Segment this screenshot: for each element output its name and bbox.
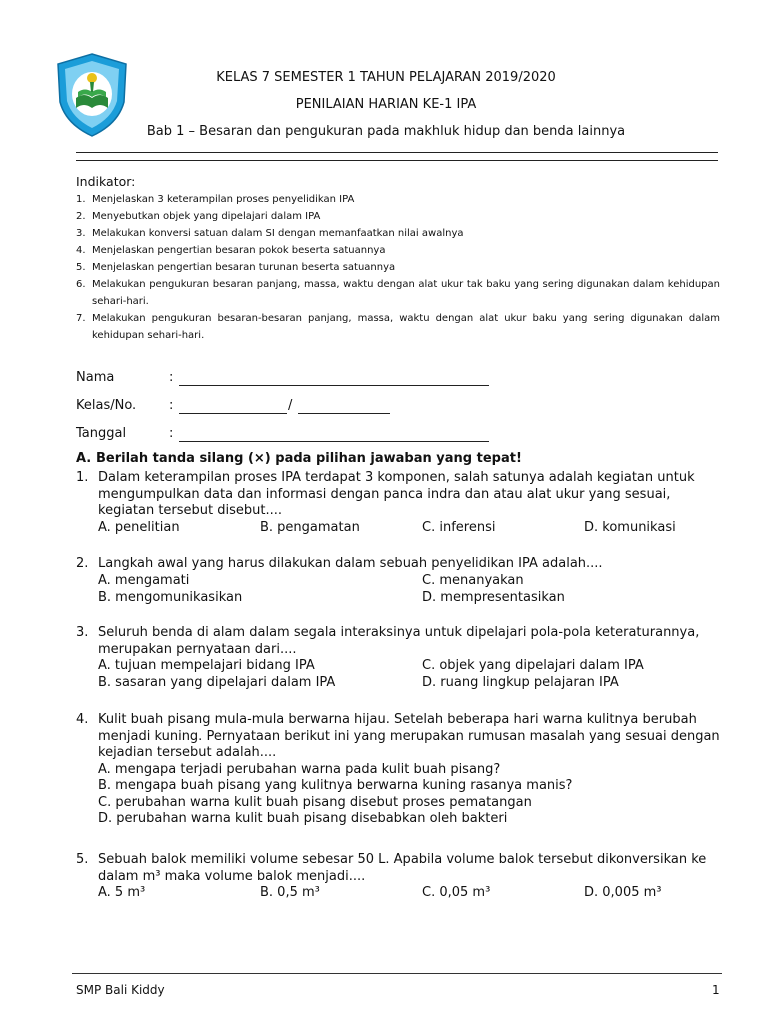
- tanggal-blank[interactable]: [179, 441, 489, 442]
- option-d[interactable]: D. 0,005 m³: [584, 885, 662, 900]
- question-text: Sebuah balok memiliki volume sebesar 50 L. Apabila volume balok tersebut dikonversikan ke dalam m³ maka volume balok menjadi....: [98, 852, 707, 884]
- question-4: 4. Kulit buah pisang mula-mula berwarna hijau. Setelah beberapa hari warna kulitnya berubah menjadi kuning. Pernyataan berikut ini yang merupakan rumusan masalah yang sesuai dengan kejadian tersebut adalah.... A. mengapa terjadi perubahan warna pada kulit buah pisang? B. mengapa buah pisang yang kulitnya berwarna kuning rasanya manis? C. perubahan warna kulit buah pisang disebut proses pematangan D. perubahan warna kulit buah pisang disebabkan oleh bakteri: [76, 712, 720, 826]
- option-b[interactable]: B. pengamatan: [260, 519, 360, 535]
- field-label: Tanggal: [76, 426, 127, 441]
- question-2: 2. Langkah awal yang harus dilakukan dalam sebuah penyelidikan IPA adalah.... A. mengamati C. menanyakan B. mengomunikasikan D. mempresentasikan: [76, 556, 720, 607]
- option-c[interactable]: C. perubahan warna kulit buah pisang disebut proses pematangan: [98, 794, 532, 810]
- options-row-2: [98, 590, 720, 607]
- question-3: 3. Seluruh benda di alam dalam segala interaksinya untuk dipelajari pola-pola keteraturannya, merupakan pernyataan dari.... A. tujuan mempelajari bidang IPA C. objek yang dipelajari dalam IPA B. sasaran yang dipelajari dalam IPA D. ruang lingkup pelajaran IPA: [76, 625, 720, 692]
- option-a[interactable]: A. tujuan mempelajari bidang IPA: [98, 658, 315, 673]
- question-text: Kulit buah pisang mula-mula berwarna hijau. Setelah beberapa hari warna kulitnya berubah menjadi kuning. Pernyataan berikut ini yang merupakan rumusan masalah yang sesuai dengan kejadian tersebut adalah....: [98, 712, 720, 760]
- list-item: 1. Menjelaskan 3 keterampilan proses penyelidikan IPA: [76, 194, 355, 205]
- options-row-2: [98, 675, 720, 692]
- options-row-1: [98, 658, 720, 675]
- indikator-list: [76, 191, 720, 344]
- option-a[interactable]: A. mengapa terjadi perubahan warna pada kulit buah pisang?: [98, 761, 501, 777]
- header-class-year: KELAS 7 SEMESTER 1 TAHUN PELAJARAN 2019/2020: [216, 70, 556, 85]
- indikator-title: Indikator:: [76, 174, 136, 189]
- options: [98, 520, 720, 537]
- nama-blank[interactable]: [179, 385, 489, 386]
- page-number: 1: [712, 983, 720, 997]
- field-label: Nama: [76, 370, 115, 385]
- option-a[interactable]: A. mengamati: [98, 572, 190, 588]
- list-item: 2. Menyebutkan objek yang dipelajari dalam IPA: [76, 211, 321, 222]
- question-text: Seluruh benda di alam dalam segala interaksinya untuk dipelajari pola-pola keteraturannya, merupakan pernyataan dari....: [98, 625, 700, 657]
- field-label: Kelas/No.: [76, 398, 137, 413]
- option-d[interactable]: D. komunikasi: [584, 519, 676, 535]
- question-1: 1. Dalam keterampilan proses IPA terdapat 3 komponen, salah satunya adalah kegiatan untuk mengumpulkan data dan informasi dengan panca indra dan atau alat ukur yang sesuai, kegiatan tersebut disebut.... A. penelitian B. pengamatan C. inferensi D. komunikasi: [76, 470, 720, 537]
- list-item: 5. Menjelaskan pengertian besaran turunan beserta satuannya: [76, 262, 396, 273]
- list-item: 7. Melakukan pengukuran besaran-besaran panjang, massa, waktu dengan alat ukur baku yang sering digunakan dalam kehidupan sehari-hari.: [76, 313, 720, 341]
- exam-page: KELAS 7 SEMESTER 1 TAHUN PELAJARAN 2019/2020 PENILAIAN HARIAN KE-1 IPA Bab 1 – Besaran dan pengukuran pada makhluk hidup dan benda lainnya Indikator: 1. Menjelaskan 3 keterampilan proses penyelidikan IPA 2. Menyebutkan objek yang dipelajari dalam IPA 3. Melakukan konversi satuan dalam SI dengan memanfaatkan nilai awalnya 4. Menjelaskan pengertian besaran pokok beserta satuannya 5. Menjelaskan pengertian besaran turunan beserta satuannya 6. Melakukan pengukuran besaran panjang, massa, waktu dengan alat ukur tak baku yang sering digunakan dalam kehidupan sehari-hari. 7. Melakukan pengukuran besaran-besaran panjang, massa, waktu dengan alat ukur baku yang sering digunakan dalam kehidupan sehari-hari. Nama : Kelas/No. : / Tanggal : A. Berilah tanda silang (×) pada pilihan jawaban yang tepat! 1. Dalam keterampilan proses IPA terdapat 3 komponen, salah satunya adalah kegiatan untuk mengumpulkan data dan informasi dengan panca indra dan atau alat ukur yang sesuai, kegiatan tersebut disebut.... A. penelitian B. pengamatan C. inferensi D. komunikasi 2. Langkah awal yang harus dilakukan dalam sebuah penyelidikan IPA adalah.... A. mengamati C. menanyakan B. mengomunikasikan D. mempresentasikan 3. Seluruh benda di alam dalam segala interaksinya untuk dipelajari pola-pola keteraturannya, merupakan pernyataan dari.... A. tujuan mempelajari bidang IPA C. objek yang dipelajari dalam IPA B. sasaran yang dipelajari dalam IPA D. ruang lingkup pelajaran IPA 4. Kulit buah pisang mula-mula berwarna hijau. Setelah beberapa hari warna kulitnya berubah menjadi kuning. Pernyataan berikut ini yang merupakan rumusan masalah yang sesuai dengan kejadian tersebut adalah.... A. mengapa terjadi perubahan warna pada kulit buah pisang? B. mengapa buah pisang yang kulitnya berwarna kuning rasanya manis? C. perubahan warna kulit buah pisang disebut proses pematangan D. perubahan warna kulit buah pisang disebabkan oleh bakteri 5. Sebuah balok memiliki volume sebesar 50 L. Apabila volume balok tersebut dikonversikan ke dalam m³ maka volume balok menjadi.... A. 5 m³ B. 0,5 m³ C. 0,05 m³ D. 0,005 m³ SMP Bali Kiddy 1: [0, 0, 768, 1024]
- section-a-heading: A. Berilah tanda silang (×) pada pilihan jawaban yang tepat!: [76, 451, 522, 466]
- list-item: 3. Melakukan konversi satuan dalam SI dengan memanfaatkan nilai awalnya: [76, 228, 464, 239]
- option-b[interactable]: B. sasaran yang dipelajari dalam IPA: [98, 675, 336, 690]
- question-text: Langkah awal yang harus dilakukan dalam sebuah penyelidikan IPA adalah....: [98, 556, 603, 571]
- header-exam-title: PENILAIAN HARIAN KE-1 IPA: [295, 97, 477, 112]
- option-d[interactable]: D. perubahan warna kulit buah pisang disebabkan oleh bakteri: [98, 811, 508, 826]
- list-item: 6. Melakukan pengukuran besaran panjang, massa, waktu dengan alat ukur tak baku yang sering digunakan dalam kehidupan sehari-hari.: [76, 279, 720, 307]
- footer-rule: [72, 973, 722, 974]
- option-a[interactable]: A. 5 m³: [98, 885, 146, 900]
- nomor-blank[interactable]: [298, 413, 390, 414]
- header-rule-top: [76, 152, 718, 153]
- kelas-blank[interactable]: [179, 413, 287, 414]
- option-b[interactable]: B. mengomunikasikan: [98, 589, 243, 605]
- options-row-1: [98, 573, 720, 590]
- option-c[interactable]: C. objek yang dipelajari dalam IPA: [422, 658, 644, 673]
- option-b[interactable]: B. 0,5 m³: [260, 885, 320, 900]
- question-5: 5. Sebuah balok memiliki volume sebesar 50 L. Apabila volume balok tersebut dikonversikan ke dalam m³ maka volume balok menjadi.... A. 5 m³ B. 0,5 m³ C. 0,05 m³ D. 0,005 m³: [76, 852, 720, 902]
- question-text: Dalam keterampilan proses IPA terdapat 3 komponen, salah satunya adalah kegiatan untuk mengumpulkan data dan informasi dengan panca indra dan atau alat ukur yang sesuai, kegiatan tersebut disebut....: [98, 470, 695, 518]
- option-c[interactable]: C. menanyakan: [422, 572, 524, 588]
- footer-school: SMP Bali Kiddy: [76, 983, 165, 997]
- header-rule-bottom: [76, 160, 718, 161]
- header-chapter: Bab 1 – Besaran dan pengukuran pada makhluk hidup dan benda lainnya: [146, 124, 626, 139]
- list-item: 4. Menjelaskan pengertian besaran pokok beserta satuannya: [76, 245, 386, 256]
- options: [98, 885, 720, 902]
- option-d[interactable]: D. mempresentasikan: [422, 589, 565, 605]
- option-d[interactable]: D. ruang lingkup pelajaran IPA: [422, 675, 619, 690]
- option-b[interactable]: B. mengapa buah pisang yang kulitnya berwarna kuning rasanya manis?: [98, 778, 573, 793]
- option-a[interactable]: A. penelitian: [98, 519, 180, 535]
- option-c[interactable]: C. inferensi: [422, 519, 496, 535]
- option-c[interactable]: C. 0,05 m³: [422, 885, 491, 900]
